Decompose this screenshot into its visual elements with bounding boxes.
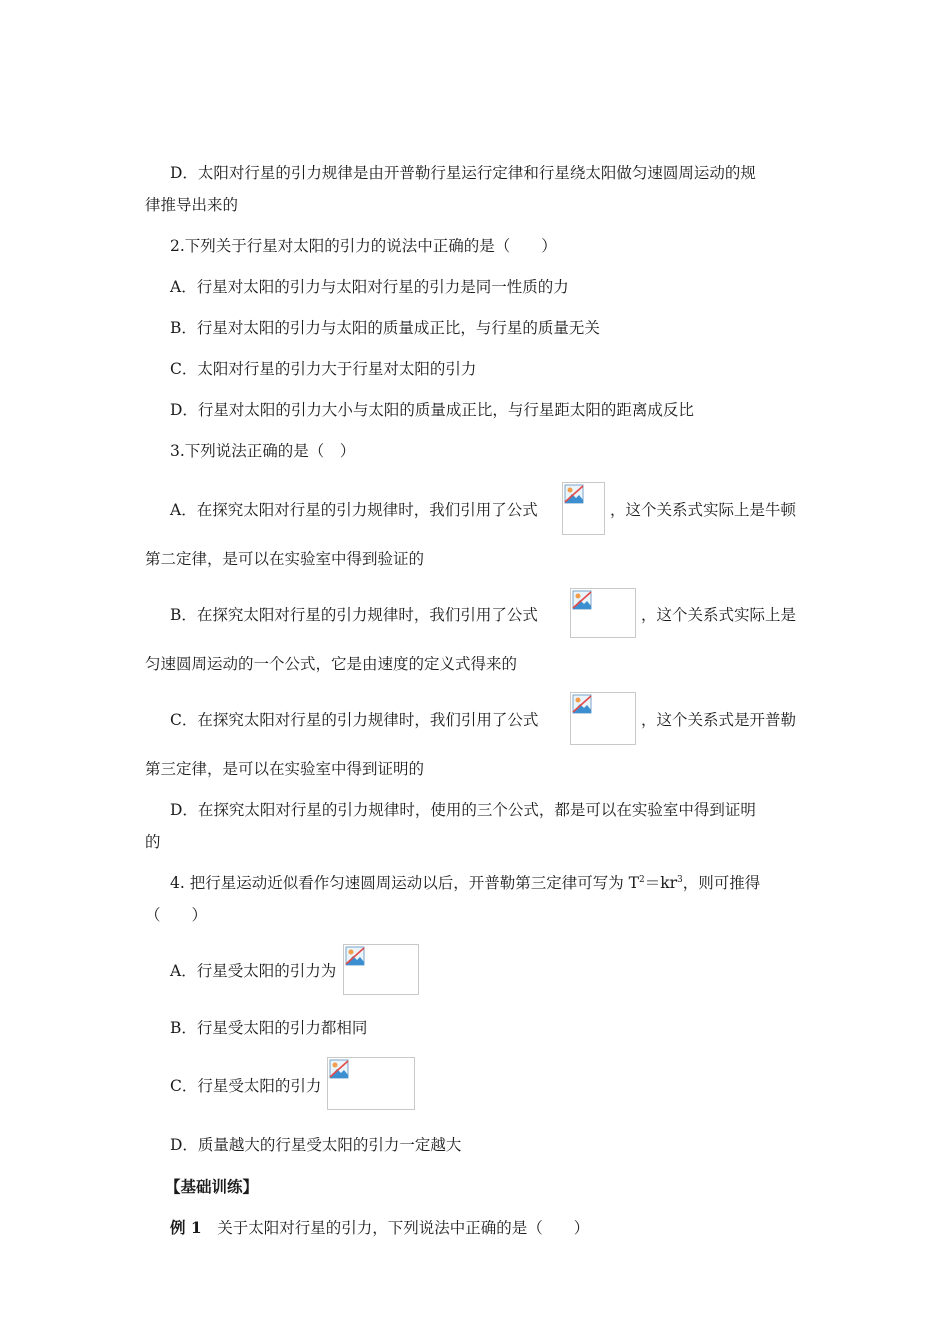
section-heading: 【基础训练】 (165, 1177, 259, 1196)
question-4-stem-pre: 4. 把行星运动近似看作匀速圆周运动以后，开普勒第三定律可写为 T (170, 874, 639, 892)
question-3-option-a-part-1: A．在探究太阳对行星的引力规律时，我们引用了公式 (170, 501, 538, 519)
question-4-stem-mid: ＝kr (644, 874, 678, 892)
question-4-option-b: B．行星受太阳的引力都相同 (170, 1019, 368, 1037)
broken-image-icon (572, 590, 592, 610)
example-1-text: 关于太阳对行星的引力，下列说法中正确的是（ ） (201, 1219, 590, 1237)
question-3-option-a-part-2: ，这个关系式实际上是牛顿 (610, 501, 797, 519)
question-4-option-c: C．行星受太阳的引力 (170, 1077, 322, 1095)
question-4-stem-post: ，则可推得 (682, 874, 761, 892)
formula-image-4c (327, 1057, 415, 1110)
broken-image-icon (564, 484, 584, 504)
question-4-stem (170, 873, 760, 893)
broken-image-icon (572, 694, 592, 714)
question-3-option-d-line-1: D．在探究太阳对行星的引力规律时，使用的三个公式，都是可以在实验室中得到证明 (170, 801, 756, 819)
question-3-option-b-part-1: B．在探究太阳对行星的引力规律时，我们引用了公式 (170, 606, 538, 624)
question-3-option-a-part-3: 第二定律，是可以在实验室中得到验证的 (145, 550, 425, 568)
question-3-stem: 3.下列说法正确的是（ ） (170, 442, 356, 460)
broken-image-icon (345, 946, 365, 966)
question-3-option-c-part-1: C．在探究太阳对行星的引力规律时，我们引用了公式 (170, 711, 539, 729)
question-4-option-d: D．质量越大的行星受太阳的引力一定越大 (170, 1136, 462, 1154)
formula-image-c (570, 692, 636, 745)
question-2-option-a: A．行星对太阳的引力与太阳对行星的引力是同一性质的力 (170, 278, 569, 296)
question-3-option-d-line-2: 的 (145, 833, 161, 851)
formula-image-b (570, 588, 636, 638)
question-4-option-a: A．行星受太阳的引力为 (170, 962, 337, 980)
question-2-option-d: D．行星对太阳的引力大小与太阳的质量成正比，与行星距太阳的距离成反比 (170, 401, 694, 419)
question-2-stem: 2.下列关于行星对太阳的引力的说法中正确的是（ ） (170, 237, 557, 255)
option-d-line-2: 律推导出来的 (145, 196, 239, 214)
exponent: 2 (638, 875, 645, 885)
formula-image-a (562, 482, 605, 535)
broken-image-icon (329, 1059, 349, 1079)
question-2-option-c: C．太阳对行星的引力大于行星对太阳的引力 (170, 360, 477, 378)
example-1-label: 例 1 (170, 1218, 202, 1237)
example-1 (170, 1218, 589, 1238)
question-2-option-b: B．行星对太阳的引力与太阳的质量成正比，与行星的质量无关 (170, 319, 600, 337)
exponent: 3 (677, 875, 683, 885)
question-3-option-c-part-2: ，这个关系式是开普勒 (641, 711, 797, 729)
option-d-line-1: D．太阳对行星的引力规律是由开普勒行星运行定律和行星绕太阳做匀速圆周运动的规 (170, 164, 756, 182)
question-4-answer-paren: （ ） (145, 906, 208, 924)
formula-image-4a (343, 944, 419, 995)
question-3-option-b-part-3: 匀速圆周运动的一个公式，它是由速度的定义式得来的 (145, 655, 518, 673)
question-3-option-b-part-2: ，这个关系式实际上是 (641, 606, 797, 624)
question-3-option-c-part-3: 第三定律，是可以在实验室中得到证明的 (145, 760, 425, 778)
